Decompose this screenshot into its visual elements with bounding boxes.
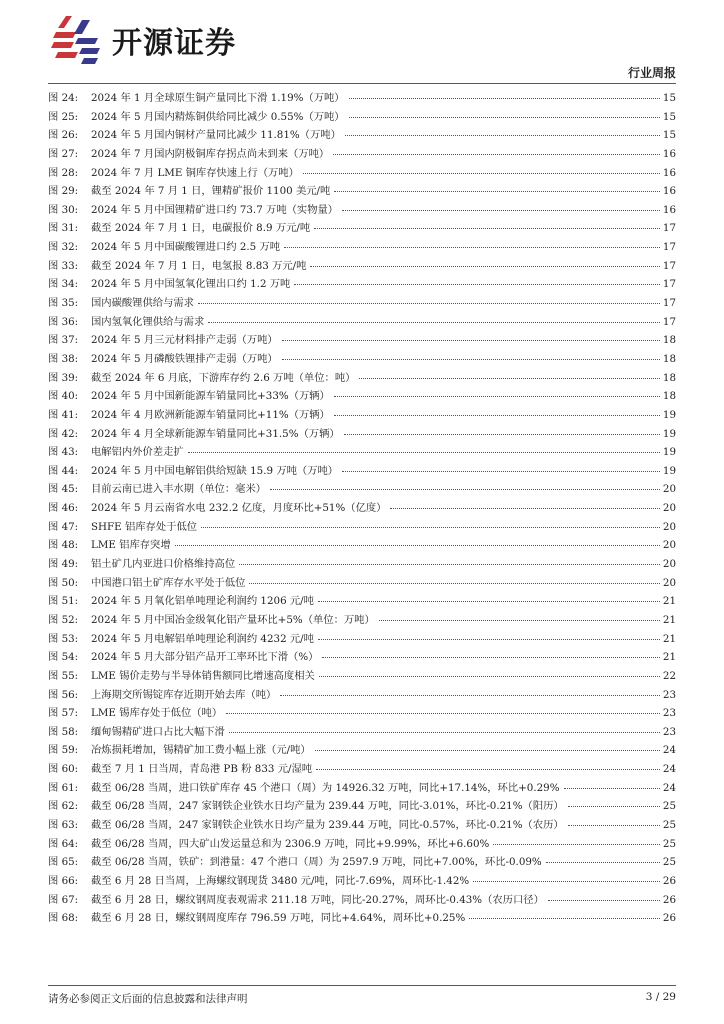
toc-figure-title: 2024 年 4 月欧洲新能源车销量同比+11%（万辆） [91,408,330,421]
toc-dot-leader [280,694,660,696]
toc-figure-title: 国内碳酸锂供给与需求 [91,297,194,310]
toc-figure-title: 2024 年 5 月中国氢氧化锂出口约 1.2 万吨 [91,278,291,291]
company-name: 开源证券 [112,26,236,61]
toc-figure-label: 图 30: [48,203,79,216]
toc-figure-label: 图 27: [48,147,79,160]
toc-figure-title: 截至 2024 年 7 月 1 日，电碳报价 8.9 万元/吨 [91,222,311,235]
toc-figure-label: 图 67: [48,893,79,906]
toc-dot-leader [294,283,660,285]
toc-figure-title: 缅甸锡精矿进口占比大幅下滑 [91,725,225,738]
toc-entry[interactable] [48,574,676,593]
toc-figure-title: 2024 年 7 月 LME 铜库存快速上行（万吨） [91,166,299,179]
toc-dot-leader [314,227,660,229]
toc-page-number: 17 [662,297,676,310]
toc-entry[interactable] [48,499,676,518]
toc-figure-title: 2024 年 5 月中国新能源车销量同比+33%（万辆） [91,390,330,403]
toc-dot-leader [334,395,660,397]
toc-figure-title: 2024 年 5 月中国冶金级氧化铝产量环比+5%（单位：万吨） [91,613,375,626]
toc-dot-leader [349,97,660,99]
toc-dot-leader [344,433,660,435]
toc-dot-leader [226,712,660,714]
toc-entry[interactable] [48,369,676,388]
toc-dot-leader [270,488,660,490]
toc-page-number: 26 [662,893,676,906]
toc-entry[interactable] [48,164,676,183]
toc-page-number: 19 [662,427,676,440]
toc-page-number: 25 [662,818,676,831]
toc-page-number: 24 [662,763,676,776]
toc-entry[interactable] [48,443,676,462]
toc-entry[interactable] [48,797,676,816]
toc-entry[interactable] [48,126,676,145]
toc-dot-leader [493,843,660,845]
toc-page-number: 17 [662,259,676,272]
toc-entry[interactable] [48,648,676,667]
toc-figure-title: 2024 年 5 月国内精炼铜供给同比减少 0.55%（万吨） [91,110,345,123]
toc-dot-leader [319,675,660,677]
toc-entry[interactable] [48,89,676,108]
toc-figure-label: 图 37: [48,334,79,347]
toc-page-number: 16 [662,147,676,160]
toc-figure-label: 图 47: [48,520,79,533]
toc-dot-leader [229,731,660,733]
toc-entry[interactable] [48,872,676,891]
toc-figure-title: 目前云南已进入丰水期（单位：毫米） [91,483,267,496]
toc-dot-leader [345,134,660,136]
toc-figure-label: 图 52: [48,613,79,626]
toc-figure-label: 图 43: [48,446,79,459]
toc-figure-title: 冶炼损耗增加，锡精矿加工费小幅上涨（元/吨） [91,744,311,757]
toc-dot-leader [175,544,660,546]
toc-entry[interactable] [48,704,676,723]
toc-figure-label: 图 57: [48,707,79,720]
toc-figure-title: LME 锡库存处于低位（吨） [91,707,223,720]
toc-entry[interactable] [48,630,676,649]
toc-figure-label: 图 58: [48,725,79,738]
toc-page-number: 19 [662,408,676,421]
toc-page-number: 23 [662,707,676,720]
toc-dot-leader [188,451,660,453]
toc-entry[interactable] [48,723,676,742]
toc-figure-title: 2024 年 7 月国内阴极铜库存拐点尚未到来（万吨） [91,147,330,160]
toc-figure-label: 图 46: [48,502,79,515]
toc-entry[interactable] [48,145,676,164]
toc-entry[interactable] [48,835,676,854]
toc-figure-title: 2024 年 5 月中国电解铝供给短缺 15.9 万吨（万吨） [91,464,339,477]
toc-dot-leader [342,209,660,211]
page-number: 3 / 29 [645,991,676,1003]
toc-figure-title: 2024 年 5 月大部分铝产品开工率环比下滑（%） [91,651,319,664]
toc-dot-leader [568,824,660,826]
toc-entry[interactable] [48,313,676,332]
footer-disclaimer: 请务必参阅正文后面的信息披露和法律声明 [48,993,248,1005]
toc-page-number: 18 [662,371,676,384]
toc-entry[interactable] [48,853,676,872]
toc-figure-title: 2024 年 1 月全球原生铜产量同比下滑 1.19%（万吨） [91,92,345,104]
toc-page-number: 18 [662,334,676,347]
toc-entry[interactable] [48,741,676,760]
toc-dot-leader [322,656,660,658]
toc-page-number: 21 [662,595,676,608]
toc-entry[interactable] [48,611,676,630]
toc-page-number: 25 [662,856,676,869]
toc-entry[interactable] [48,816,676,835]
toc-figure-label: 图 33: [48,259,79,272]
toc-figure-title: 2024 年 5 月中国锂精矿进口约 73.7 万吨（实物量） [91,203,339,216]
toc-figure-label: 图 39: [48,371,79,384]
toc-figure-title: 铝土矿几内亚进口价格维持高位 [91,558,236,571]
figure-table-of-contents [48,89,676,928]
toc-figure-label: 图 59: [48,744,79,757]
toc-dot-leader [239,563,660,565]
toc-figure-label: 图 49: [48,558,79,571]
toc-page-number: 16 [662,185,676,198]
kaiyuan-logo-icon [48,14,108,66]
toc-figure-title: 2024 年 5 月电解铝单吨理论利润约 4232 元/吨 [91,632,314,645]
toc-entry[interactable] [48,350,676,369]
toc-figure-label: 图 51: [48,595,79,608]
toc-figure-label: 图 26: [48,129,79,142]
toc-dot-leader [198,302,660,304]
toc-page-number: 15 [662,110,676,123]
toc-dot-leader [333,153,660,155]
toc-entry[interactable] [48,592,676,611]
toc-entry[interactable] [48,406,676,425]
toc-page-number: 20 [662,520,676,533]
toc-dot-leader [548,899,660,901]
toc-entry[interactable] [48,909,676,928]
toc-page-number: 16 [662,166,676,179]
toc-figure-label: 图 63: [48,818,79,831]
company-logo [48,14,236,66]
toc-figure-label: 图 36: [48,315,79,328]
toc-figure-title: SHFE 铝库存处于低位 [91,520,198,533]
toc-dot-leader [303,172,660,174]
toc-dot-leader [334,190,660,192]
toc-figure-title: 2024 年 4 月全球新能源车销量同比+31.5%（万辆） [91,427,340,440]
toc-page-number: 17 [662,241,676,254]
toc-dot-leader [390,507,660,509]
toc-figure-label: 图 24: [48,92,79,104]
toc-page-number: 18 [662,352,676,365]
toc-dot-leader [379,619,660,621]
toc-figure-label: 图 34: [48,278,79,291]
toc-figure-title: 上海期交所锡锭库存近期开始去库（吨） [91,688,277,701]
toc-figure-label: 图 41: [48,408,79,421]
toc-figure-label: 图 31: [48,222,79,235]
toc-dot-leader [568,805,660,807]
toc-figure-title: 截至 2024 年 7 月 1 日，锂精矿报价 1100 美元/吨 [91,185,331,198]
toc-figure-label: 图 42: [48,427,79,440]
toc-entry[interactable] [48,257,676,276]
toc-page-number: 23 [662,725,676,738]
toc-figure-title: 2024 年 5 月氧化铝单吨理论利润约 1206 元/吨 [91,595,314,608]
toc-figure-title: 截至 2024 年 6 月底，下游库存约 2.6 万吨（单位：吨） [91,371,356,384]
toc-figure-label: 图 65: [48,856,79,869]
toc-figure-title: 电解铝内外价差走扩 [91,446,184,459]
toc-dot-leader [342,470,660,472]
toc-entry[interactable] [48,387,676,406]
toc-figure-title: 截至 06/28 当周，四大矿山发运量总和为 2306.9 万吨，同比+9.99%，环比+6.60% [91,837,490,850]
toc-figure-title: 截至 6 月 28 日当周，上海螺纹钢现货 3480 元/吨，同比-7.69%，周环比-1.42% [91,874,470,887]
toc-entry[interactable] [48,275,676,294]
toc-page-number: 20 [662,539,676,552]
toc-page-number: 19 [662,464,676,477]
toc-page-number: 24 [662,781,676,794]
toc-entry[interactable] [48,294,676,313]
toc-dot-leader [282,358,660,360]
toc-entry[interactable] [48,462,676,481]
toc-figure-label: 图 64: [48,837,79,850]
toc-figure-label: 图 56: [48,688,79,701]
toc-page-number: 22 [662,669,676,682]
toc-figure-label: 图 25: [48,110,79,123]
toc-page-number: 16 [662,203,676,216]
toc-page-number: 26 [662,912,676,925]
toc-figure-title: 截至 6 月 28 日，螺纹钢周度库存 796.59 万吨，同比+4.64%，周环比+0.25% [91,912,466,925]
toc-figure-label: 图 45: [48,483,79,496]
toc-entry[interactable] [48,108,676,127]
toc-figure-title: LME 铝库存突增 [91,539,171,552]
toc-figure-title: 截至 06/28 当周，247 家钢铁企业铁水日均产量为 239.44 万吨，同比-0.57%，环比-0.21%（农历） [91,818,564,831]
toc-page-number: 21 [662,632,676,645]
toc-figure-label: 图 60: [48,763,79,776]
toc-figure-title: 中国港口铝土矿库存水平处于低位 [91,576,246,589]
toc-page-number: 25 [662,800,676,813]
toc-dot-leader [284,246,660,248]
toc-dot-leader [469,917,660,919]
header-divider [48,83,676,84]
toc-figure-label: 图 55: [48,669,79,682]
toc-page-number: 26 [662,874,676,887]
toc-figure-title: 截至 06/28 当周，247 家钢铁企业铁水日均产量为 239.44 万吨，同比-3.01%，环比-0.21%（阳历） [91,800,564,813]
toc-dot-leader [349,116,660,118]
toc-entry[interactable] [48,555,676,574]
toc-figure-label: 图 66: [48,874,79,887]
toc-entry[interactable] [48,425,676,444]
toc-dot-leader [473,880,660,882]
toc-entry[interactable] [48,536,676,555]
toc-figure-title: 2024 年 5 月三元材料排产走弱（万吨） [91,334,278,347]
toc-figure-label: 图 50: [48,576,79,589]
toc-dot-leader [249,582,660,584]
toc-page-number: 20 [662,576,676,589]
toc-entry[interactable] [48,891,676,910]
toc-entry[interactable] [48,238,676,257]
toc-figure-title: LME 锡价走势与半导体销售额同比增速高度相关 [91,669,315,682]
page-header [0,0,724,90]
toc-dot-leader [208,321,660,323]
toc-dot-leader [546,861,660,863]
toc-page-number: 15 [662,129,676,142]
toc-entry[interactable] [48,667,676,686]
toc-page-number: 20 [662,502,676,515]
toc-dot-leader [318,638,660,640]
toc-page-number: 21 [662,613,676,626]
toc-dot-leader [564,787,661,789]
toc-figure-label: 图 62: [48,800,79,813]
toc-page-number: 20 [662,483,676,496]
toc-page-number: 17 [662,315,676,328]
toc-page-number: 18 [662,390,676,403]
toc-dot-leader [315,749,660,751]
toc-page-number: 20 [662,558,676,571]
report-type-label: 行业周报 [627,66,676,80]
toc-page-number: 17 [662,278,676,291]
toc-entry[interactable] [48,779,676,798]
toc-dot-leader [310,265,660,267]
toc-figure-label: 图 32: [48,241,79,254]
toc-figure-label: 图 35: [48,297,79,310]
toc-figure-label: 图 53: [48,632,79,645]
toc-page-number: 23 [662,688,676,701]
toc-figure-title: 2024 年 5 月国内铜材产量同比减少 11.81%（万吨） [91,129,341,142]
toc-figure-label: 图 29: [48,185,79,198]
toc-page-number: 19 [662,446,676,459]
toc-figure-title: 截至 2024 年 7 月 1 日，电氢报 8.83 万元/吨 [91,259,307,272]
toc-figure-title: 截至 6 月 28 日，螺纹钢周度表观需求 211.18 万吨，同比-20.27%，周环比-0.43%（农历口径） [91,893,544,906]
toc-dot-leader [334,414,660,416]
toc-figure-label: 图 48: [48,539,79,552]
toc-entry[interactable] [48,686,676,705]
toc-figure-title: 截至 06/28 当周，铁矿：到港量：47 个港口（周）为 2597.9 万吨，同比+7.00%，环比-0.09% [91,856,542,869]
toc-figure-label: 图 40: [48,390,79,403]
toc-entry[interactable] [48,201,676,220]
toc-figure-label: 图 38: [48,352,79,365]
toc-figure-title: 2024 年 5 月云南省水电 232.2 亿度，月度环比+51%（亿度） [91,502,387,515]
toc-dot-leader [316,768,660,770]
toc-entry[interactable] [48,219,676,238]
toc-page-number: 21 [662,651,676,664]
toc-figure-title: 截至 7 月 1 日当周，青岛港 PB 粉 833 元/湿吨 [91,763,313,776]
toc-figure-label: 图 28: [48,166,79,179]
toc-entry[interactable] [48,518,676,537]
toc-dot-leader [201,526,660,528]
toc-entry[interactable] [48,331,676,350]
toc-figure-title: 截至 06/28 当周，进口铁矿库存 45 个港口（周）为 14926.32 万吨，同比+17.14%，环比+0.29% [91,781,560,794]
toc-figure-title: 2024 年 5 月磷酸铁锂排产走弱（万吨） [91,352,278,365]
toc-figure-label: 图 68: [48,912,79,925]
toc-page-number: 25 [662,837,676,850]
toc-figure-label: 图 61: [48,781,79,794]
toc-page-number: 24 [662,744,676,757]
toc-figure-label: 图 44: [48,464,79,477]
toc-entry[interactable] [48,760,676,779]
toc-page-number: 15 [662,92,676,104]
toc-page-number: 17 [662,222,676,235]
toc-figure-label: 图 54: [48,651,79,664]
footer-divider [48,985,676,986]
toc-dot-leader [282,339,660,341]
toc-figure-title: 2024 年 5 月中国碳酸锂进口约 2.5 万吨 [91,241,281,254]
toc-entry[interactable] [48,480,676,499]
toc-dot-leader [318,600,660,602]
toc-figure-title: 国内氢氧化锂供给与需求 [91,315,205,328]
toc-dot-leader [359,377,660,379]
toc-entry[interactable] [48,182,676,201]
